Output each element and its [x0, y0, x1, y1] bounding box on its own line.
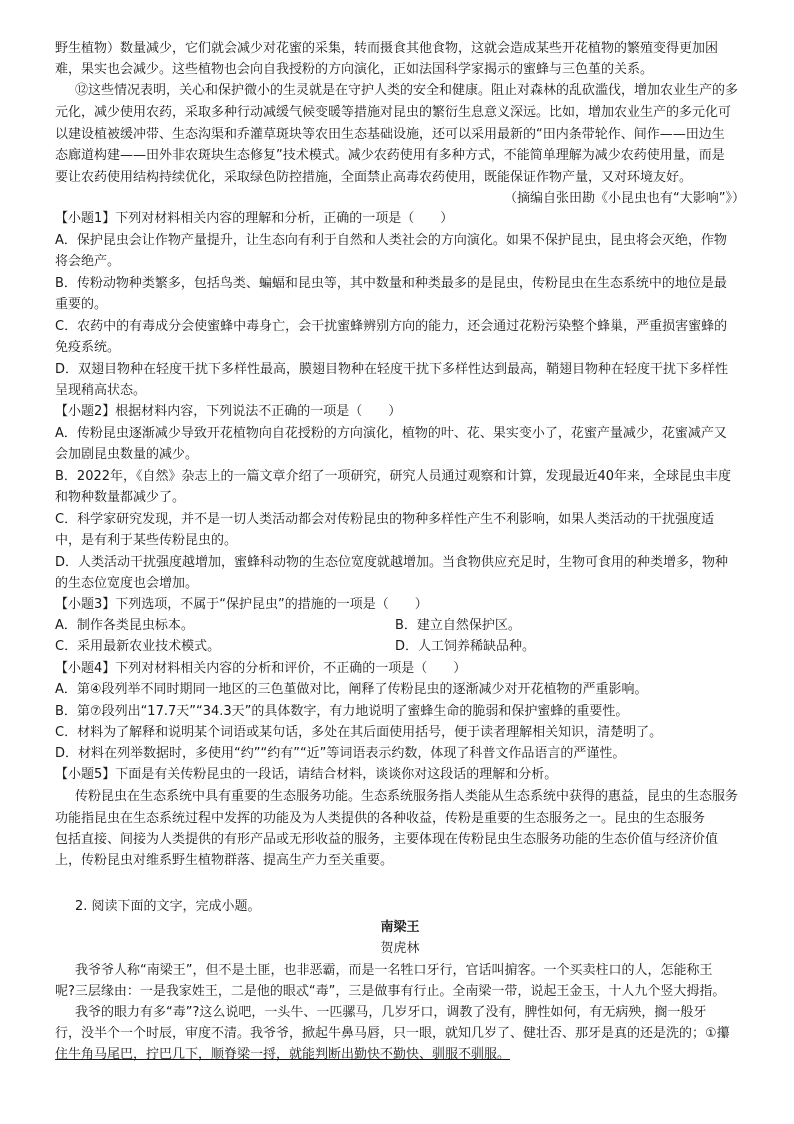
option-line: A．保护昆虫会让作物产量提升，让生态向有利于自然和人类社会的方向演化。如果不保护昆虫，昆虫将会灭绝，作物: [55, 233, 727, 248]
question-stem: 【小题1】下列对材料相关内容的理解和分析，正确的一项是（ ）: [55, 211, 454, 226]
question-stem: 【小题4】下列对材料相关内容的分析和评价，不正确的一项是（ ）: [55, 661, 467, 676]
option-line: 呈现稍高状态。: [55, 383, 147, 398]
option-line: B．第⑦段列出“17.7天”“34.3天”的具体数字，有力地说明了蜜蜂生命的脆弱和保护蜜蜂的重要性。: [55, 704, 629, 719]
text-line: 难，果实也会减少。这些植物也会向自我授粉的方向演化，正如法国科学家揭示的蜜蜂与三色堇的关系。: [55, 62, 654, 77]
text-line: 传粉昆虫在生态系统中具有重要的生态服务功能。生态系统服务指人类能从生态系统中获得的惠益，昆虫的生态服务: [75, 789, 739, 804]
text-line: 包括直接、间接为人类提供的有形产品或无形收益的服务，主要体现在传粉昆虫生态服务功能的生态价值与经济价值: [55, 832, 719, 847]
option-line: C．农药中的有毒成分会使蜜蜂中毒身亡，会干扰蜜蜂辨别方向的能力，还会通过花粉污染整个蜂巢，严重损害蜜蜂的: [55, 319, 728, 334]
text-line: 呢?三层缘由：一是我家姓王，二是他的眼忒“毒”，三是做事有行止。全南梁一带，说起王金玉，十人九个竖大拇指。: [55, 984, 726, 999]
question-stem: 【小题5】下面是有关传粉昆虫的一段话，请结合材料，谈谈你对这段话的理解和分析。: [55, 767, 558, 782]
article-title: 南梁王: [380, 920, 420, 935]
option-c: C．采用最新农业技术模式。: [55, 639, 221, 654]
option-line: 免疫系统。: [55, 340, 121, 355]
section-instruction: 2. 阅读下面的文字，完成小题。: [75, 899, 261, 914]
option-line: 将会绝产。: [55, 254, 121, 269]
source-citation: （摘编自张田勘《小昆虫也有“大影响”》）: [504, 191, 745, 206]
text-line: 野生植物）数量减少，它们就会减少对花蜜的采集，转而摄食其他食物，这就会造成某些开花植物的繁殖变得更加困: [55, 41, 719, 56]
text-line: ⑫这些情况表明，关心和保护微小的生灵就是在守护人类的安全和健康。阻止对森林的乱砍滥伐，增加农业生产的多: [75, 83, 739, 98]
option-line: D．人类活动干扰强度越增加，蜜蜂科动物的生态位宽度就越增加。当食物供应充足时，生物可食用的种类增多，物种: [55, 555, 729, 570]
option-d: D．人工饲养稀缺品种。: [395, 639, 536, 654]
option-line: 中，是有利于某些传粉昆虫的。: [55, 533, 238, 548]
option-line: 会加剧昆虫数量的减少。: [55, 447, 199, 462]
article-author: 贺虎林: [380, 941, 420, 956]
text-line: 我爷爷人称“南梁王”，但不是土匪，也非恶霸，而是一名牲口牙行，官话叫掮客。一个买卖柱口的人，怎能称王: [75, 963, 713, 978]
option-line: 的生态位宽度也会增加。: [55, 576, 199, 591]
option-a: A．制作各类昆虫标本。: [55, 618, 194, 633]
question-stem: 【小题3】下列选项，不属于“保护昆虫”的措施的一项是（ ）: [55, 597, 428, 612]
text-line: 态廊道构建——田外非农斑块生态修复”技术模式。减少农药使用有多种方式，不能简单理解为减少农药使用量，而是: [55, 148, 725, 163]
option-b: B．建立自然保护区。: [395, 618, 521, 633]
text-line: 上，传粉昆虫对维系野生植物群落、提高生产力至关重要。: [55, 853, 394, 868]
option-line: A．传粉昆虫逐渐减少导致开花植物向自花授粉的方向演化，植物的叶、花、果实变小了，花蜜产量减少，花蜜减产又: [55, 426, 727, 441]
text-line: 元化，减少使用农药，采取多种行动减缓气候变暖等措施对昆虫的繁衍生息意义深远。比如，增加农业生产的多元化可: [55, 105, 732, 120]
text-line: 功能指昆虫在生态系统过程中发挥的功能及为人类提供的各种收益，传粉是重要的生态服务之一。昆虫的生态服务: [55, 811, 706, 826]
text-line: 行，没半个一个时辰，审度不清。我爷爷，掀起牛鼻马唇，只一眼，就知几岁了、健壮否、那牙是真的还是洗的；①攥: [55, 1026, 730, 1041]
underlined-sentence: 住牛角马尾巴，拧巴几下，顺脊梁一捋，就能判断出勤快不勤快、驯服不驯服。: [55, 1047, 511, 1062]
option-line: C．科学家研究发现，并不是一切人类活动都会对传粉昆虫的物种多样性产生不利影响，如果人类活动的干扰强度适: [55, 512, 715, 527]
option-line: 和物种数量都减少了。: [55, 490, 186, 505]
option-line: B．传粉动物种类繁多，包括鸟类、蝙蝠和昆虫等，其中数量和种类最多的是昆虫，传粉昆虫在生态系统中的地位是最: [55, 276, 727, 291]
text-line: 要让农药使用结构持续优化，采取绿色防控措施，全面禁止高毒农药使用，既能保证作物产量，又对环境友好。: [55, 170, 693, 185]
option-line: B．2022年，《自然》杂志上的一篇文章介绍了一项研究，研究人员通过观察和计算，发现最近40年来，全球昆虫丰度: [55, 469, 732, 484]
option-line: D．双翅目物种在轻度干扰下多样性最高，膜翅目物种在轻度干扰下多样性达到最高，鞘翅目物种在轻度干扰下多样性: [55, 362, 729, 377]
option-line: A．第④段列举不同时期同一地区的三色堇做对比，阐释了传粉昆虫的逐渐减少对开花植物的严重影响。: [55, 682, 648, 697]
option-line: C．材料为了解释和说明某个词语或某句话，多处在其后面使用括号，便于读者理解相关知识，清楚明了。: [55, 725, 663, 740]
option-line: 重要的。: [55, 297, 108, 312]
text-line-underlined: [55, 1046, 745, 1064]
text-line: 我爷的眼力有多“毒”?这么说吧，一头牛、一匹骡马，几岁牙口，调教了没有，脾性如何，有无病殃，搁一般牙: [75, 1005, 707, 1020]
question-stem: 【小题2】根据材料内容，下列说法不正确的一项是（ ）: [55, 404, 402, 419]
option-line: D．材料在列举数据时，多使用“约”“约有”“近”等词语表示约数，体现了科普文作品语言的严谨性。: [55, 746, 626, 761]
text-line: 以建设植被缓冲带、生态沟渠和乔灌草斑块等农田生态基础设施，还可以采用最新的“田内条带轮作、间作——田边生: [55, 127, 725, 142]
